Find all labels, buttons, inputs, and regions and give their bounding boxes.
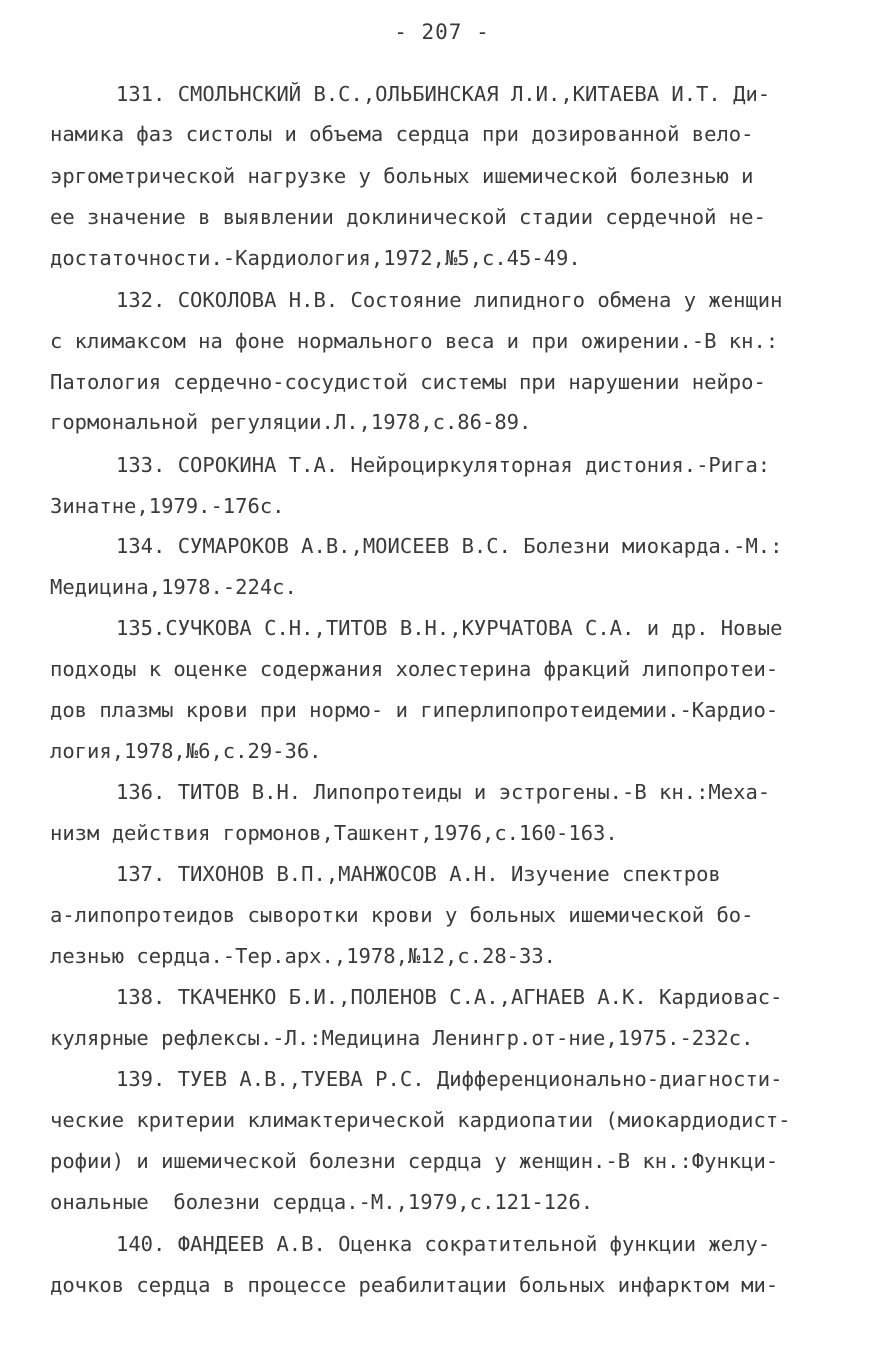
text-line: 133. СОРОКИНА Т.А. Нейроциркуляторная дистония.-Рига:	[116, 453, 771, 477]
text-line: рофии) и ишемической болезни сердца у женщин.-В кн.:Функци-	[50, 1149, 779, 1173]
page-number: - 207 -	[394, 20, 490, 44]
text-line: 134. СУМАРОКОВ А.В.,МОИСЕЕВ В.С. Болезни миокарда.-М.:	[116, 534, 783, 558]
text-line: 138. ТКАЧЕНКО Б.И.,ПОЛЕНОВ С.А.,АГНАЕВ А.К. Кардиовас-	[116, 985, 783, 1009]
text-line: эргометрической нагрузке у больных ишемической болезнью и	[50, 164, 754, 188]
text-line: 132. СОКОЛОВА Н.В. Состояние липидного обмена у женщин	[116, 288, 783, 312]
text-line: достаточности.-Кардиология,1972,№5,с.45-49.	[50, 246, 581, 270]
text-line: 139. ТУЕВ А.В.,ТУЕВА Р.С. Дифференционально-диагности-	[116, 1067, 783, 1091]
text-line: ональные болезни сердца.-М.,1979,с.121-126.	[50, 1190, 594, 1214]
text-line: кулярные рефлексы.-Л.:Медицина Ленингр.от-ние,1975.-232с.	[50, 1026, 754, 1050]
text-line: Медицина,1978.-224с.	[50, 575, 297, 599]
text-line: 140. ФАНДЕЕВ А.В. Оценка сократительной функции желу-	[116, 1232, 771, 1256]
text-line: логия,1978,№6,с.29-36.	[50, 739, 322, 763]
text-line: а-липопротеидов сыворотки крови у больных ишемической бо-	[50, 903, 754, 927]
text-line: намика фаз систолы и объема сердца при дозированной вело-	[50, 122, 754, 146]
text-line: дов плазмы крови при нормо- и гиперлипопротеидемии.-Кардио-	[50, 698, 779, 722]
text-line: подходы к оценке содержания холестерина фракций липопротеи-	[50, 657, 779, 681]
text-line: низм действия гормонов,Ташкент,1976,с.160-163.	[50, 821, 618, 845]
text-line: 135.СУЧКОВА С.Н.,ТИТОВ В.Н.,КУРЧАТОВА С.А. и др. Новые	[116, 616, 783, 640]
text-line: 136. ТИТОВ В.Н. Липопротеиды и эстрогены.-В кн.:Меха-	[116, 780, 771, 804]
text-line: Патология сердечно-сосудистой системы при нарушении нейро-	[50, 370, 766, 394]
text-line: дочков сердца в процессе реабилитации больных инфарктом ми-	[50, 1273, 779, 1297]
text-line: ее значение в выявлении доклинической стадии сердечной не-	[50, 205, 766, 229]
text-line: 131. СМОЛЬНСКИЙ В.С.,ОЛЬБИНСКАЯ Л.И.,КИТАЕВА И.Т. Ди-	[116, 82, 771, 106]
text-line: ческие критерии климактерической кардиопатии (миокардиодист-	[50, 1108, 791, 1132]
text-line: с климаксом на фоне нормального веса и при ожирении.-В кн.:	[50, 329, 779, 353]
text-line: гормональной регуляции.Л.,1978,с.86-89.	[50, 410, 532, 434]
text-line: 137. ТИХОНОВ В.П.,МАНЖОСОВ А.Н. Изучение спектров	[116, 862, 721, 886]
text-line: лезнью сердца.-Тер.арх.,1978,№12,с.28-33.	[50, 944, 557, 968]
text-line: Зинатне,1979.-176с.	[50, 494, 285, 518]
